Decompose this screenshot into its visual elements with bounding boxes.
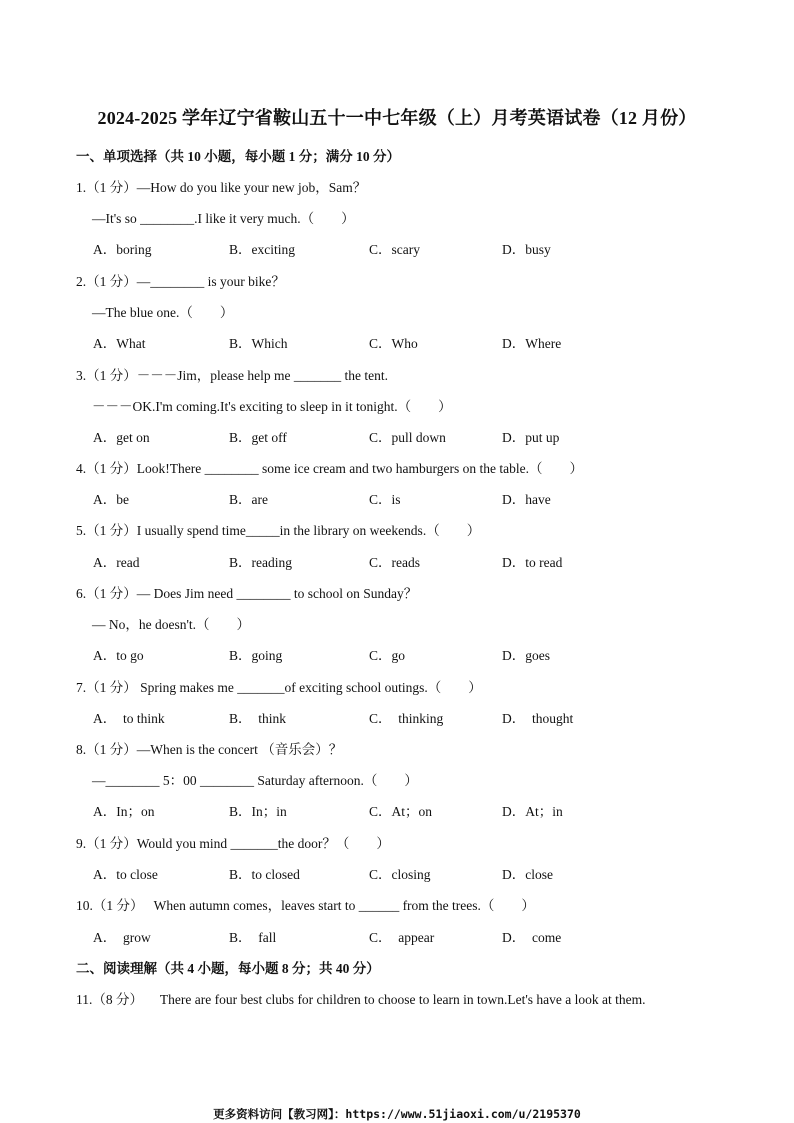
option-d: D．busy (502, 242, 551, 257)
option-b: B． think (229, 711, 287, 726)
option-c: C．reads (369, 555, 420, 570)
question-8-stem: 8.（1 分）—When is the concert （音乐会）？ (76, 742, 343, 757)
option-b: B．to closed (229, 867, 300, 882)
exam-title: 2024-2025 学年辽宁省鞍山五十一中七年级（上）月考英语试卷（12 月份） (97, 108, 697, 128)
option-d: D．have (502, 492, 551, 507)
option-c: C．Who (369, 336, 418, 351)
option-b: B．are (229, 492, 268, 507)
question-8-stem-line2: —________ 5：00 ________ Saturday afternoon.（ ） (92, 773, 418, 788)
option-a: A．be (93, 492, 129, 507)
option-c: C． appear (369, 930, 435, 945)
question-3-options (93, 426, 713, 446)
question-1-stem-line2: —It's so ________.I like it very much.（ ） (92, 211, 355, 226)
question-9-stem: 9.（1 分）Would you mind _______the door？（ ） (76, 836, 390, 851)
question-6-options (93, 644, 713, 664)
option-d: D．put up (502, 430, 560, 445)
question-3-stem: 3.（1 分）－－－Jim，please help me _______ the tent. (76, 368, 388, 383)
question-2-stem: 2.（1 分）—________ is your bike？ (76, 274, 285, 289)
question-5-options (93, 551, 713, 571)
option-d: D．close (502, 867, 553, 882)
option-a: A．to close (93, 867, 158, 882)
question-7-options (93, 707, 713, 727)
option-c: C．go (369, 648, 406, 663)
option-c: C．pull down (369, 430, 446, 445)
option-b: B．exciting (229, 242, 295, 257)
question-9-options (93, 863, 713, 883)
question-10-options (93, 926, 713, 946)
question-4-stem: 4.（1 分）Look!There ________ some ice cream and two hamburgers on the table.（ ） (76, 461, 584, 476)
option-b: B．Which (229, 336, 288, 351)
option-c: C．is (369, 492, 401, 507)
option-a: A．to go (93, 648, 144, 663)
option-a: A．read (93, 555, 140, 570)
section-heading-reading: 二、阅读理解（共 4 小题，每小题 8 分；共 40 分） (76, 961, 380, 976)
option-d: D． come (502, 930, 562, 945)
question-4-options (93, 488, 713, 508)
option-d: D．Where (502, 336, 562, 351)
question-7-stem: 7.（1 分） Spring makes me _______of exciting school outings.（ ） (76, 680, 482, 695)
question-10-stem: 10.（1 分） When autumn comes，leaves start to ______ from the trees.（ ） (76, 898, 535, 913)
question-2-stem-line2: —The blue one.（ ） (92, 305, 234, 320)
option-a: A． grow (93, 930, 151, 945)
section-heading-single-choice: 一、单项选择（共 10 小题，每小题 1 分；满分 10 分） (76, 149, 400, 164)
option-a: A．get on (93, 430, 150, 445)
option-c: C．closing (369, 867, 431, 882)
question-3-stem-line2: －－－OK.I'm coming.It's exciting to sleep in it tonight.（ ） (92, 399, 452, 414)
question-1-options (93, 238, 713, 258)
option-b: B．going (229, 648, 283, 663)
question-5-stem: 5.（1 分）I usually spend time_____in the library on weekends.（ ） (76, 523, 481, 538)
option-b: B．In；in (229, 804, 287, 819)
option-d: D．At；in (502, 804, 563, 819)
option-a: A．boring (93, 242, 152, 257)
question-6-stem-line2: — No，he doesn't.（ ） (92, 617, 251, 632)
option-c: C．At；on (369, 804, 433, 819)
option-b: B．reading (229, 555, 292, 570)
option-b: B． fall (229, 930, 277, 945)
option-a: A．In；on (93, 804, 155, 819)
option-a: A． to think (93, 711, 165, 726)
option-d: D．to read (502, 555, 563, 570)
footer-link[interactable]: 更多资料访问【教习网】：https://www.51jiaoxi.com/u/2195370 (213, 1107, 581, 1121)
option-b: B．get off (229, 430, 287, 445)
question-8-options (93, 800, 713, 820)
question-1-stem: 1.（1 分）—How do you like your new job，Sam？ (76, 180, 367, 195)
question-11-stem: 11.（8 分） There are four best clubs for children to choose to learn in town.Let's have a look at them. (76, 992, 646, 1007)
option-c: C．scary (369, 242, 420, 257)
option-d: D． thought (502, 711, 574, 726)
question-6-stem: 6.（1 分）— Does Jim need ________ to school on Sunday？ (76, 586, 418, 601)
option-c: C． thinking (369, 711, 444, 726)
option-a: A．What (93, 336, 146, 351)
option-d: D．goes (502, 648, 550, 663)
question-2-options (93, 332, 713, 352)
